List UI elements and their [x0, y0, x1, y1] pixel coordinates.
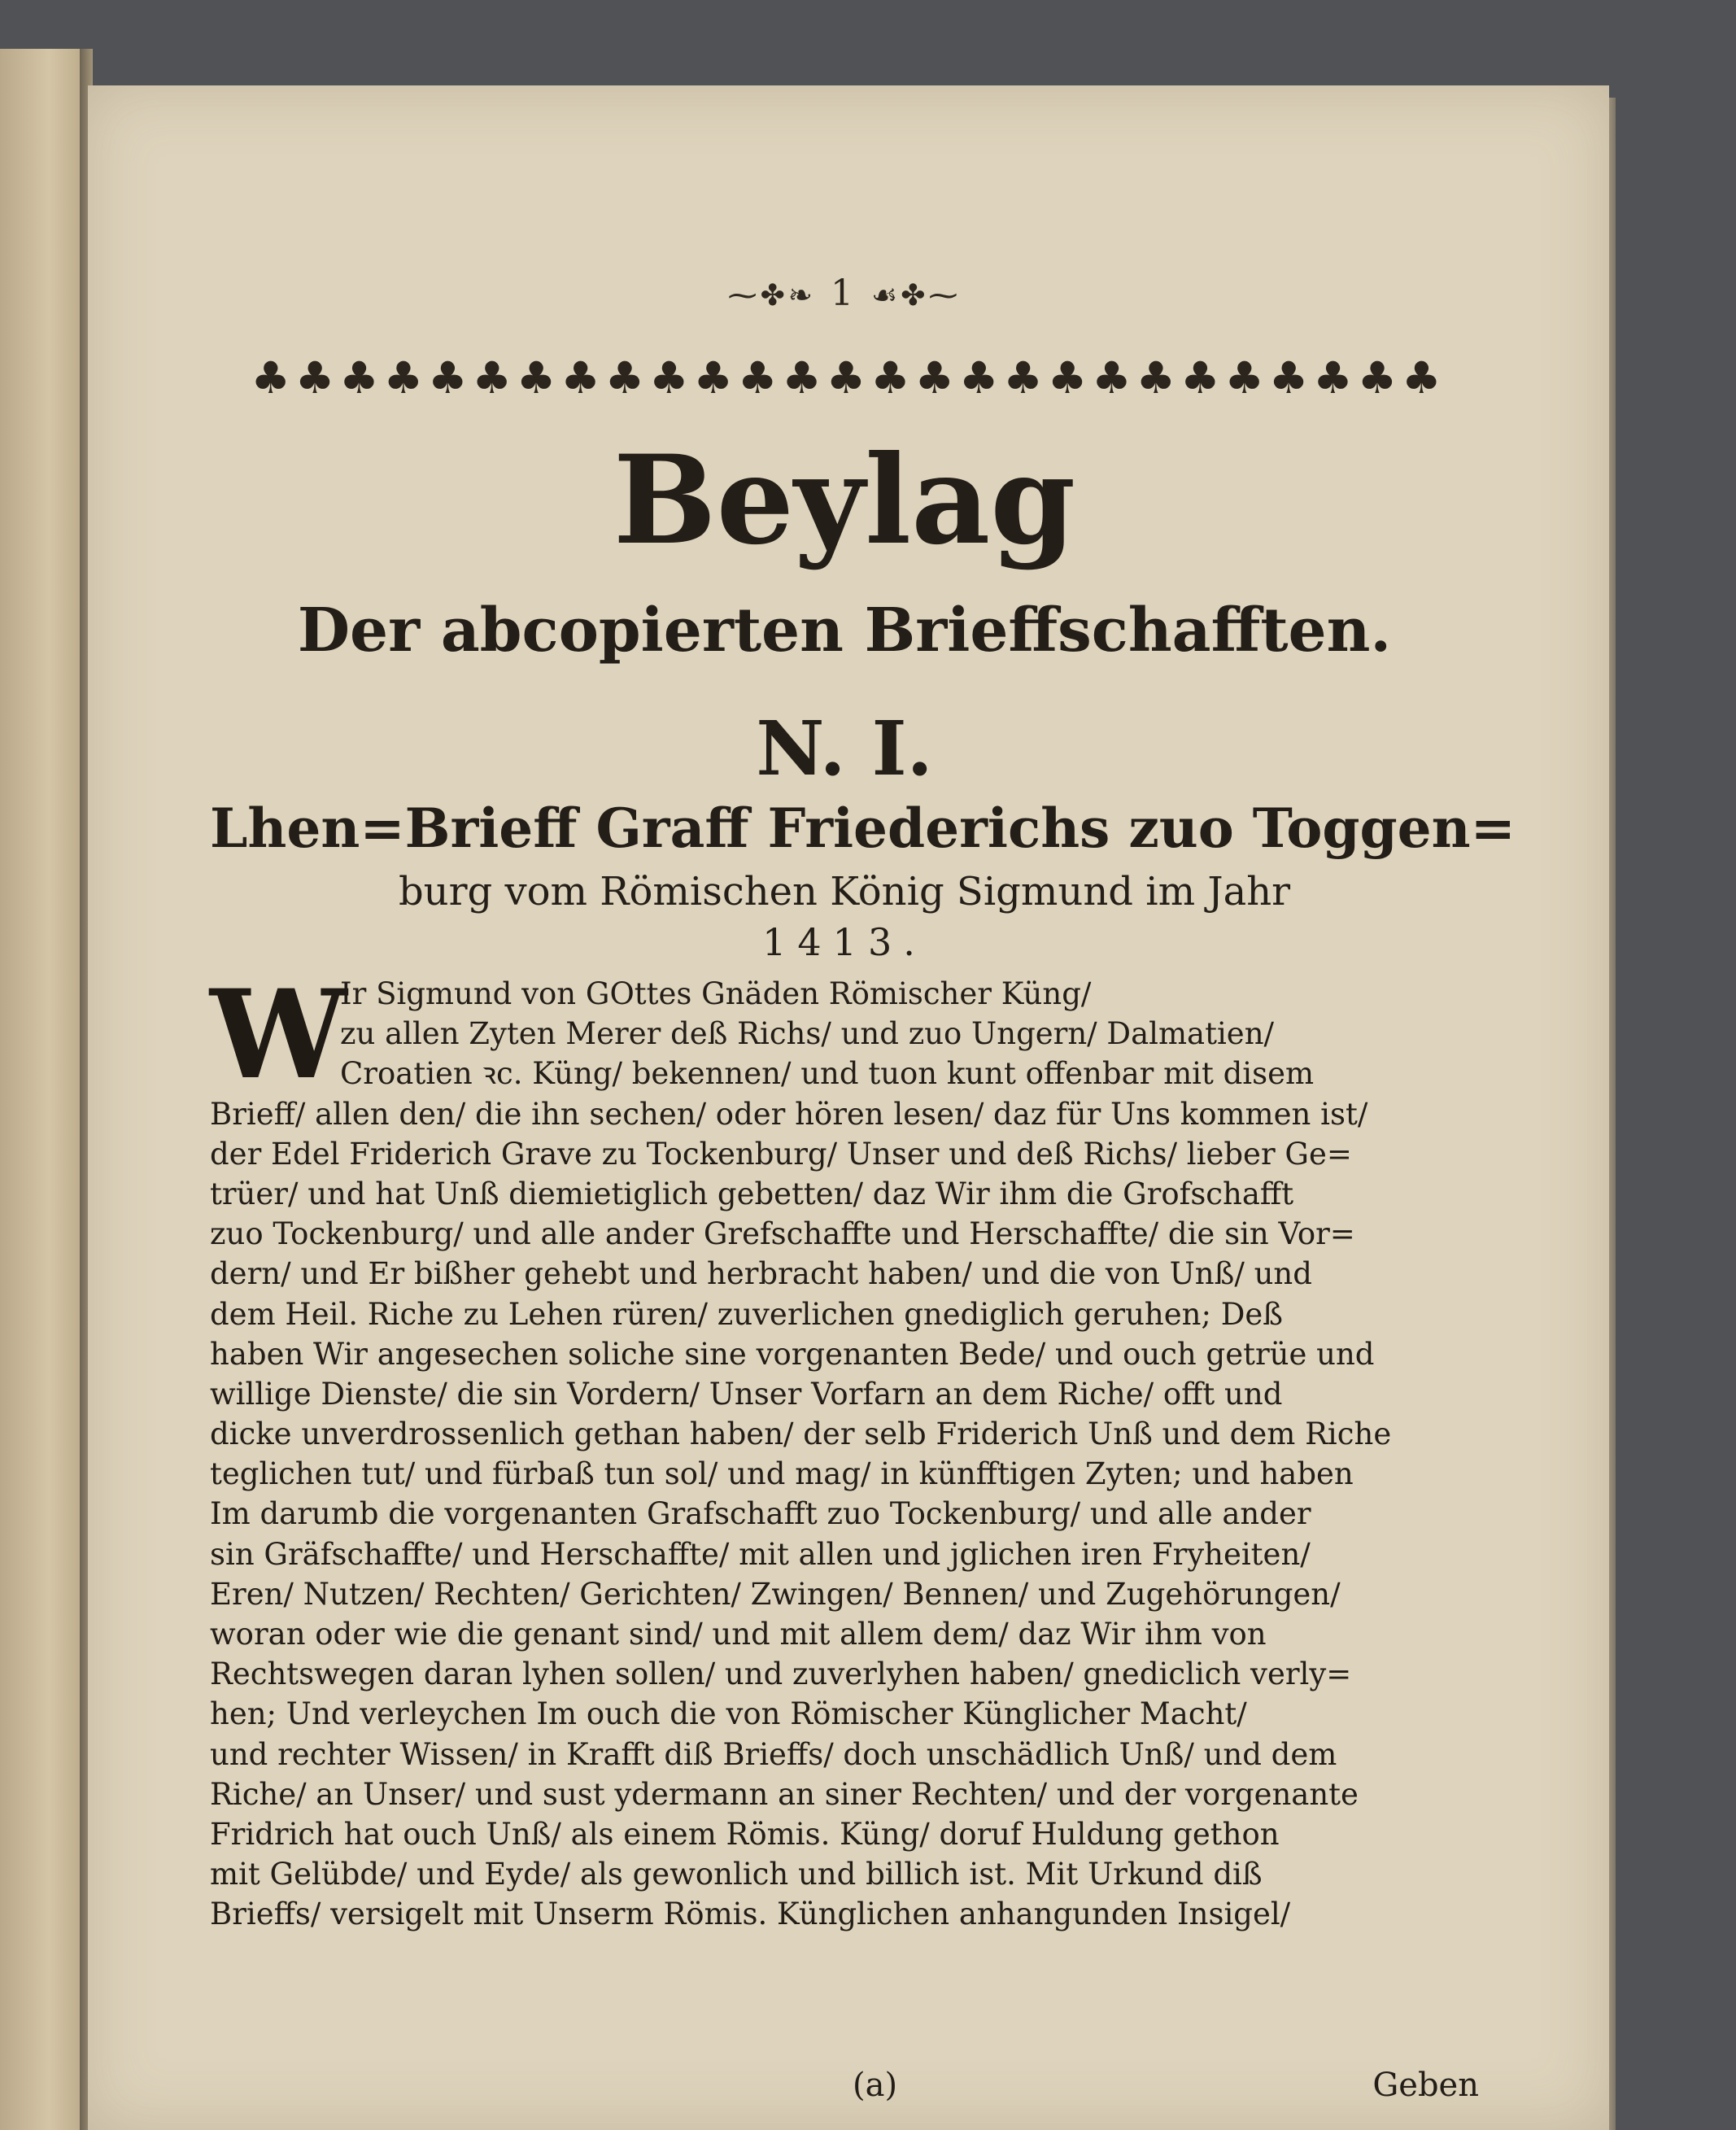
text-line: und rechter Wissen/ in Krafft diß Brieffs/ doch unschädlich Unß/ und dem [210, 1736, 1337, 1772]
page-footer [210, 2067, 1479, 2115]
text-line: haben Wir angesechen soliche sine vorgenanten Bede/ und ouch getrüe und [210, 1336, 1375, 1372]
right-ornament-icon: ☙✤⁓ [870, 279, 962, 312]
text-line: willige Dienste/ die sin Vordern/ Unser Vorfarn an dem Riche/ offt und [210, 1376, 1283, 1412]
text-line: Croatien ꝛc. Küng/ bekennen/ und tuon kunt offenbar mit disem [340, 1056, 1315, 1092]
text-line: zu allen Zyten Merer deß Richs/ und zuo Ungern/ Dalmatien/ [340, 1016, 1274, 1052]
page-subtitle: Der abcopierten Brieffschafften. [297, 596, 1392, 666]
heading-line-1: Lhen=Brieff Graff Friederichs zuo Toggen= [210, 797, 1516, 860]
left-ornament-icon: ⁓✤❧ [727, 279, 816, 312]
catchword: Geben [1372, 2067, 1479, 2104]
decorative-border-icon: ♣♣♣♣♣♣♣♣♣♣♣♣♣♣♣♣♣♣♣♣♣♣♣♣♣♣♣ [251, 354, 1446, 403]
page-title: Beylag [613, 429, 1076, 572]
signature-mark: (a) [853, 2067, 898, 2104]
text-line: dern/ und Er bißher gehebt und herbracht haben/ und die von Unß/ und [210, 1256, 1312, 1292]
text-line: mit Gelübde/ und Eyde/ als gewonlich und billich ist. Mit Urkund diß [210, 1857, 1263, 1892]
text-line: trüer/ und hat Unß diemietiglich gebetten/ daz Wir ihm die Grofschafft [210, 1176, 1294, 1211]
text-line: sin Gräfschaffte/ und Herschaffte/ mit allen und jglichen iren Fryheiten/ [210, 1536, 1311, 1572]
body-text [210, 963, 1479, 1935]
text-line: teglichen tut/ und fürbaß tun sol/ und mag/ in künfftigen Zyten; und haben [210, 1456, 1354, 1492]
text-line: Fridrich hat ouch Unß/ als einem Römis. Küng/ doruf Huldung gethon [210, 1816, 1280, 1852]
page-number: 1 [830, 273, 857, 314]
text-line: Ir Sigmund von GOttes Gnäden Römischer Küng/ [340, 976, 1092, 1011]
text-line: Im darumb die vorgenanten Grafschafft zuo Tockenburg/ und alle ander [210, 1496, 1311, 1532]
text-line: Brieffs/ versigelt mit Unserm Römis. Künglichen anhangunden Insigel/ [210, 1896, 1291, 1932]
text-line: der Edel Friderich Grave zu Tockenburg/ Unser und deß Richs/ lieber Ge= [210, 1136, 1352, 1172]
text-line: Eren/ Nutzen/ Rechten/ Gerichten/ Zwingen/ Bennen/ und Zugehörungen/ [210, 1576, 1341, 1612]
heading-year: 1413. [762, 920, 927, 964]
text-line: zuo Tockenburg/ und alle ander Grefschaffte und Herschaffte/ die sin Vor= [210, 1216, 1355, 1252]
document-number: N. I. [756, 705, 933, 792]
heading-line-2: burg vom Römischen König Sigmund im Jahr [398, 869, 1291, 914]
text-line: woran oder wie die genant sind/ und mit allem dem/ daz Wir ihm von [210, 1617, 1267, 1652]
text-line: dicke unverdrossenlich gethan haben/ der selb Friderich Unß und dem Riche [210, 1416, 1392, 1452]
drop-cap: W [210, 963, 347, 1106]
page-number-header [210, 273, 1479, 314]
text-line: Brieff/ allen den/ die ihn sechen/ oder hören lesen/ daz für Uns kommen ist/ [210, 1096, 1368, 1132]
text-line: Rechtswegen daran lyhen sollen/ und zuverlyhen haben/ gnediclich verly= [210, 1656, 1352, 1692]
facing-page-edge [0, 49, 89, 2130]
text-line: dem Heil. Riche zu Lehen rüren/ zuverlichen gnediglich geruhen; Deß [210, 1296, 1283, 1332]
text-line: Riche/ an Unser/ und sust ydermann an siner Rechten/ und der vorgenante [210, 1776, 1359, 1812]
document-page [88, 85, 1609, 2130]
text-line: hen; Und verleychen Im ouch die von Römischer Künglicher Macht/ [210, 1696, 1247, 1732]
